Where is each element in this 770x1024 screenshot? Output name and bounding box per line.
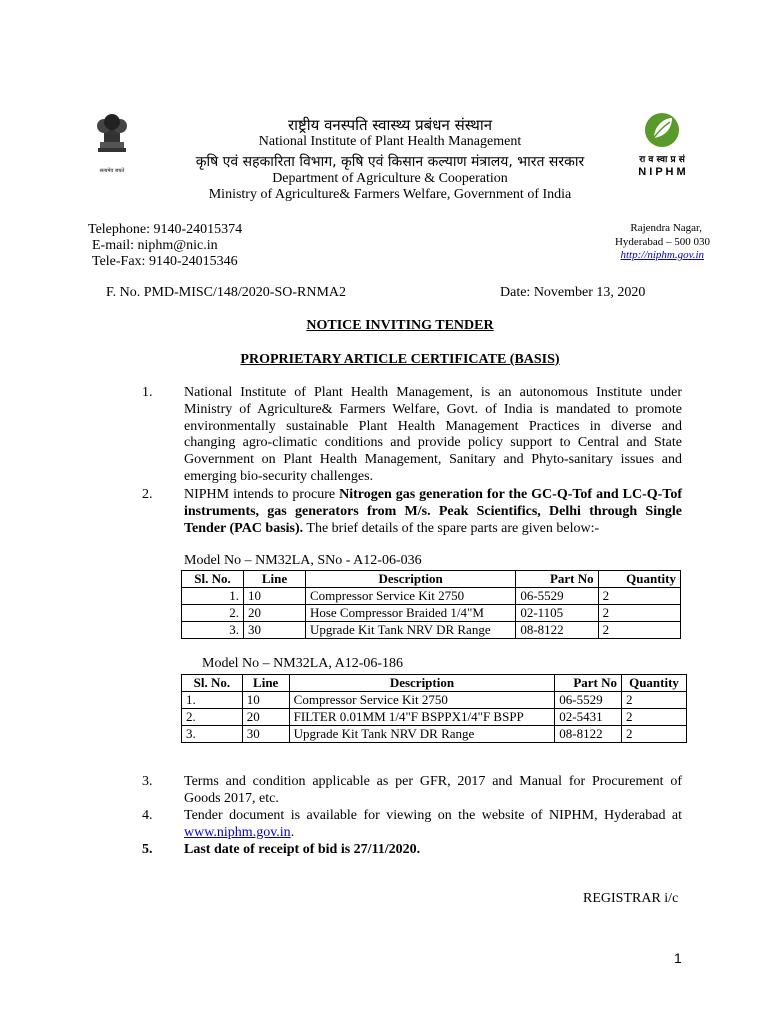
table-2-caption: Model No – NM32LA, A12-06-186	[202, 656, 404, 671]
table-row	[182, 605, 681, 622]
item-2-text	[184, 487, 682, 537]
item-2-pre: NIPHM intends to procure	[184, 487, 340, 502]
logo-niphm-text: N I P H M	[638, 166, 686, 178]
niphm-logo	[632, 110, 692, 180]
cell-slno: 1.	[182, 588, 244, 605]
cell-slno: 3.	[182, 622, 244, 639]
emblem-caption: सत्यमेव जयते	[99, 168, 125, 174]
cell-description: FILTER 0.01MM 1/4"F BSPPX1/4"F BSPP	[289, 709, 555, 726]
item-2-number: 2.	[142, 487, 153, 502]
notice-heading: NOTICE INVITING TENDER	[306, 318, 494, 333]
cell-description: Upgrade Kit Tank NRV DR Range	[305, 622, 515, 639]
notice-date: Date: November 13, 2020	[500, 285, 646, 300]
cell-line: 10	[242, 692, 289, 709]
cell-quantity: 2	[622, 692, 687, 709]
item-2-post: The brief details of the spare parts are given below:-	[303, 520, 600, 536]
table-row	[182, 692, 687, 709]
address-line-2: Hyderabad – 500 030	[614, 236, 710, 248]
niphm-website-link[interactable]: www.niphm.gov.in	[184, 824, 291, 840]
cell-slno: 2.	[182, 709, 243, 726]
ministry-line: Ministry of Agriculture& Farmers Welfare, Government of India	[208, 187, 572, 202]
cell-line: 30	[242, 726, 289, 743]
cell-description: Compressor Service Kit 2750	[305, 588, 515, 605]
item-1-number: 1.	[142, 385, 153, 400]
cell-quantity: 2	[622, 726, 687, 743]
cell-description: Upgrade Kit Tank NRV DR Range	[289, 726, 555, 743]
spare-parts-table-1	[181, 570, 681, 639]
col-slno: Sl. No.	[182, 571, 244, 588]
cell-line: 20	[243, 605, 305, 622]
col-quantity: Quantity	[598, 571, 680, 588]
page-number: 1	[674, 950, 682, 966]
cell-description: Hose Compressor Braided 1/4"M	[305, 605, 515, 622]
cell-quantity: 2	[598, 622, 680, 639]
cell-quantity: 2	[622, 709, 687, 726]
logo-hindi-text: रा व स्वा प्र सं	[639, 155, 685, 165]
cell-line: 10	[243, 588, 305, 605]
item-4-body: Tender document is available for viewing on the website of NIPHM, Hyderabad at	[184, 808, 682, 823]
telephone: Telephone: 9140-24015374	[88, 222, 243, 237]
item-4-text	[184, 808, 682, 842]
col-description: Description	[289, 675, 555, 692]
item-3-text: Terms and condition applicable as per GFR, 2017 and Manual for Procurement of Goods 2017, etc.	[184, 774, 682, 806]
registrar-signature: REGISTRAR i/c	[583, 891, 679, 906]
cell-quantity: 2	[598, 605, 680, 622]
department-line: Department of Agriculture & Cooperation	[272, 171, 508, 186]
item-4-end: .	[290, 824, 295, 840]
hindi-institute-title: राष्ट्रीय वनस्पति स्वास्थ्य प्रबंधन संस्थान	[287, 116, 493, 134]
item-3-number: 3.	[142, 774, 153, 789]
cell-partno: 06-5529	[555, 692, 622, 709]
table-header-row	[182, 675, 687, 692]
item-4-number: 4.	[142, 808, 153, 823]
cell-description: Compressor Service Kit 2750	[289, 692, 555, 709]
spare-parts-table-2	[181, 674, 687, 743]
pac-heading: PROPRIETARY ARTICLE CERTIFICATE (BASIS)	[240, 352, 560, 367]
item-2-bold: Nitrogen gas generation for the GC-Q-Tof and LC-Q-Tof instruments, gas generators from M/s. Peak Scientifics, Delhi through Single Tender (PAC basis).	[184, 487, 683, 536]
table-row	[182, 726, 687, 743]
col-line: Line	[243, 571, 305, 588]
telefax: Tele-Fax: 9140-24015346	[92, 254, 238, 269]
hindi-ministry-line: कृषि एवं सहकारिता विभाग, कृषि एवं किसान कल्याण मंत्रालय, भारत सरकार	[195, 154, 585, 170]
leaf-logo-icon	[632, 110, 692, 150]
website-link-text[interactable]: http://niphm.gov.in	[620, 249, 704, 261]
cell-slno: 1.	[182, 692, 243, 709]
cell-partno: 02-1105	[516, 605, 598, 622]
col-quantity: Quantity	[622, 675, 687, 692]
email: E-mail: niphm@nic.in	[92, 238, 218, 253]
cell-line: 30	[243, 622, 305, 639]
address-line-1: Rajendra Nagar,	[630, 222, 702, 234]
cell-slno: 3.	[182, 726, 243, 743]
table-row	[182, 588, 681, 605]
col-partno: Part No	[555, 675, 622, 692]
table-1-caption: Model No – NM32LA, SNo - A12-06-036	[184, 553, 422, 568]
cell-quantity: 2	[598, 588, 680, 605]
item-5-text: Last date of receipt of bid is 27/11/2020.	[184, 842, 421, 857]
table-header-row	[182, 571, 681, 588]
file-number: F. No. PMD-MISC/148/2020-SO-RNMA2	[106, 285, 347, 300]
cell-partno: 02-5431	[555, 709, 622, 726]
cell-line: 20	[242, 709, 289, 726]
col-description: Description	[305, 571, 515, 588]
english-institute-title: National Institute of Plant Health Management	[258, 134, 522, 149]
cell-partno: 08-8122	[516, 622, 598, 639]
item-1-text: National Institute of Plant Health Management, is an autonomous Institute under Ministry of Agriculture& Farmers Welfare, Govt. of India is mandated to promote environmentally sustainable Plant Health Management Practices in diverse and changing agro-climatic conditions and provide policy support to Central and State Government on Plant Health Management, Sanitary and Phyto-sanitary issues and emerging bio-security challenges.	[184, 385, 682, 484]
cell-partno: 08-8122	[555, 726, 622, 743]
table-row	[182, 709, 687, 726]
col-slno: Sl. No.	[182, 675, 243, 692]
cell-slno: 2.	[182, 605, 244, 622]
col-partno: Part No	[516, 571, 598, 588]
table-row	[182, 622, 681, 639]
website-link[interactable]	[620, 249, 704, 261]
cell-partno: 06-5529	[516, 588, 598, 605]
item-5-number: 5.	[142, 842, 153, 857]
col-line: Line	[242, 675, 289, 692]
